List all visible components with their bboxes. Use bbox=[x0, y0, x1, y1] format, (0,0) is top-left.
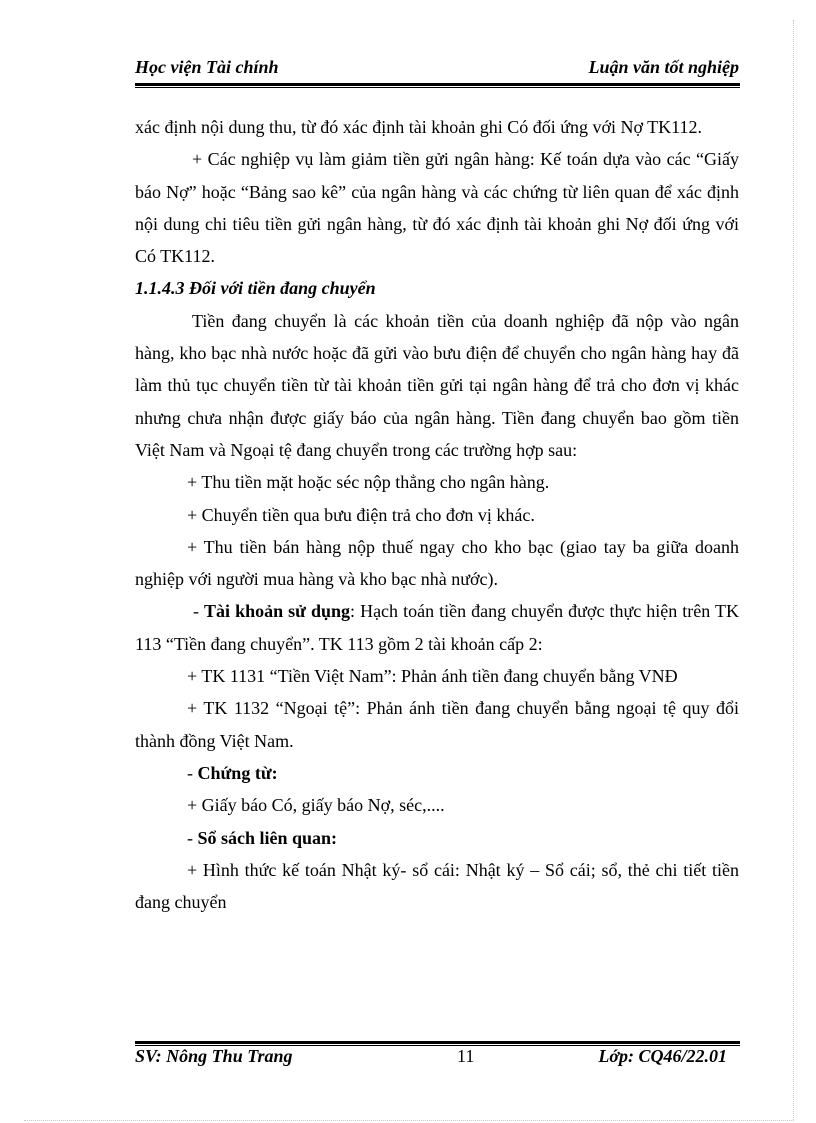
paragraph-3: Tiền đang chuyển là các khoản tiền của doanh nghiệp đã nộp vào ngân hàng, kho bạc nhà nước hoặc đã gửi vào bưu điện để chuyển cho ngân hàng hay đã làm thủ tục chuyển tiền từ tài khoản tiền gửi tại ngân hàng để trả cho đơn vị khác nhưng chưa nhận được giấy báo của ngân hàng. Tiền đang chuyển bao gồm tiền Việt Nam và Ngoại tệ đang chuyển trong các trường hợp sau: bbox=[135, 310, 739, 460]
list-item-journal-ledger: + Hình thức kế toán Nhật ký- sổ cái: Nhật ký – Sổ cái; sổ, thẻ chi tiết tiền đang chuyển bbox=[135, 859, 739, 913]
page-header bbox=[135, 57, 739, 81]
footer-divider bbox=[135, 1041, 740, 1044]
page-border-right bbox=[793, 20, 794, 1120]
dash-prefix: - bbox=[187, 762, 198, 783]
footer-student: SV: Nông Thu Trang bbox=[135, 1046, 293, 1066]
accounts-used-text: : Hạch toán tiền đang chuyển được thực hiện trên TK 113 “Tiền đang chuyển”. TK 113 gồm 2 tài khoản cấp 2: bbox=[135, 601, 739, 654]
page-body bbox=[135, 111, 739, 918]
page-border-bottom bbox=[24, 1120, 794, 1121]
paragraph-related-books bbox=[135, 822, 739, 854]
list-item-post-transfer: + Chuyển tiền qua bưu điện trả cho đơn vị khác. bbox=[187, 504, 535, 525]
dash-prefix: - bbox=[193, 601, 205, 622]
header-document-type: Luận văn tốt nghiệp bbox=[588, 57, 739, 77]
list-item-vouchers: + Giấy báo Có, giấy báo Nợ, séc,.... bbox=[187, 795, 445, 816]
paragraph-accounts-used bbox=[135, 595, 739, 660]
paragraph-2: + Các nghiệp vụ làm giảm tiền gửi ngân hàng: Kế toán dựa vào các “Giấy báo Nợ” hoặc “Bảng sao kê” của ngân hàng và các chứng từ liên quan để xác định nội dung chi tiêu tiền gửi ngân hàng, từ đó xác định tài khoản ghi Nợ đối ứng với Có TK112. bbox=[135, 149, 739, 267]
page-number: 11 bbox=[457, 1046, 475, 1066]
header-divider bbox=[135, 83, 740, 86]
list-item-tk1132: + TK 1132 “Ngoại tệ”: Phản ánh tiền đang chuyển bằng ngoại tệ quy đổi thành đồng Việt Nam. bbox=[135, 698, 739, 751]
vouchers-label: Chứng từ: bbox=[197, 762, 278, 783]
paragraph-vouchers bbox=[135, 757, 739, 789]
header-divider-thin bbox=[135, 87, 740, 88]
header-institution: Học viện Tài chính bbox=[135, 57, 279, 77]
page-footer bbox=[135, 1046, 727, 1070]
footer-class: Lớp: CQ46/22.01 bbox=[598, 1046, 727, 1066]
dash-prefix: - bbox=[187, 827, 198, 848]
section-heading: 1.1.4.3 Đối với tiền đang chuyển bbox=[135, 278, 376, 299]
list-item-cash-deposit: + Thu tiền mặt hoặc séc nộp thẳng cho ngân hàng. bbox=[187, 472, 550, 493]
related-books-label: Sổ sách liên quan: bbox=[197, 827, 338, 848]
paragraph-1: xác định nội dung thu, từ đó xác định tài khoản ghi Có đối ứng với Nợ TK112. bbox=[135, 117, 702, 137]
list-item-tax-payment: + Thu tiền bán hàng nộp thuế ngay cho kho bạc (giao tay ba giữa doanh nghiệp với người mua hàng và kho bạc nhà nước). bbox=[135, 536, 739, 590]
list-item-tk1131: + TK 1131 “Tiền Việt Nam”: Phản ánh tiền đang chuyển bằng VNĐ bbox=[187, 666, 678, 687]
accounts-used-label: Tài khoản sử dụng bbox=[204, 601, 351, 622]
